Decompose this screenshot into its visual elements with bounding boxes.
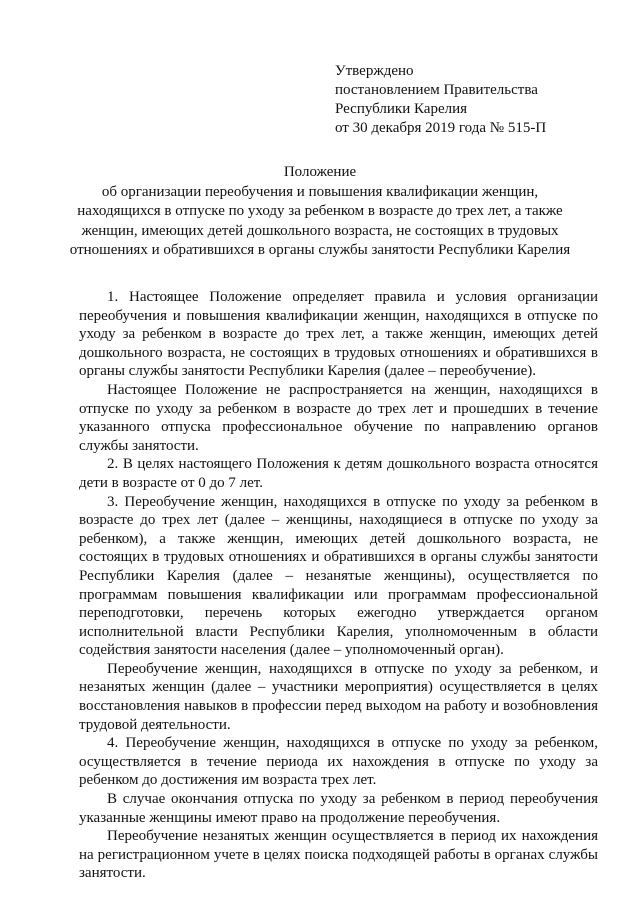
paragraph-6: 4. Переобучение женщин, находящихся в отпуске по уходу за ребенком, осуществляется в течение периода их нахождения в отпуске по уходу за ребенком до достижения им возраста трех лет. <box>79 735 598 789</box>
title-heading: Положение <box>283 164 357 180</box>
approval-line: Утверждено <box>335 63 414 79</box>
paragraph-8: Переобучение незанятых женщин осуществляется в период их нахождения на регистрационном учете в целях поиска подходящей работы в органах службы занятости. <box>79 828 598 882</box>
paragraph-5: Переобучение женщин, находящихся в отпуске по уходу за ребенком, и незанятых женщин (далее – участники мероприятия) осуществляется в целях восстановления навыков в профессии перед выходом на работу и возобновления трудовой деятельности. <box>79 660 598 733</box>
paragraph-1: 1. Настоящее Положение определяет правила и условия организации переобучения и повышения квалификации женщин, находящихся в отпуске по уходу за ребенком в возрасте до трех лет, а также женщин, имеющих детей дошкольного возраста, не состоящих в трудовых отношениях и обратившихся в органы службы занятости Республики Карелия (далее – переобучение). <box>79 289 598 380</box>
approval-line: Республики Карелия <box>335 101 468 117</box>
document-body <box>79 288 598 883</box>
paragraph-3: 2. В целях настоящего Положения к детям дошкольного возраста относятся дети в возрасте от 0 до 7 лет. <box>79 456 598 491</box>
paragraph-4: 3. Переобучение женщин, находящихся в отпуске по уходу за ребенком в возрасте до трех лет (далее – женщины, находящиеся в отпуске по уходу за ребенком), а также женщин, имеющих детей дошкольного возраста, не состоящих в трудовых отношениях и обратившихся в органы службы занятости Республики Карелия (далее – незанятые женщины), осуществляется по программам повышения квалификации или программам профессиональной переподготовки, перечень которых ежегодно утверждается органом исполнительной власти Республики Карелия, уполномоченным в области содействия занятости населения (далее – уполномоченный орган). <box>79 493 598 659</box>
approval-stamp <box>335 62 625 138</box>
paragraph-2: Настоящее Положение не распространяется на женщин, находящихся в отпуске по уходу за ребенком в возрасте до трех лет и прошедших в течение указанного отпуска профессиональное обучение по направлению органов службы занятости. <box>79 381 598 454</box>
title-line: находящихся в отпуске по уходу за ребенком в возрасте до трех лет, а также <box>77 203 563 219</box>
document-title <box>40 163 600 261</box>
title-line: женщин, имеющих детей дошкольного возраста, не состоящих в трудовых <box>81 222 559 239</box>
approval-line: постановлением Правительства <box>335 82 538 98</box>
title-line: об организации переобучения и повышения квалификации женщин, <box>101 183 539 200</box>
paragraph-7: В случае окончания отпуска по уходу за ребенком в период переобучения указанные женщины имеют право на продолжение переобучения. <box>79 791 598 826</box>
title-line: отношениях и обратившихся в органы службы занятости Республики Карелия <box>69 242 571 258</box>
approval-line: от 30 декабря 2019 года № 515-П <box>335 120 547 136</box>
